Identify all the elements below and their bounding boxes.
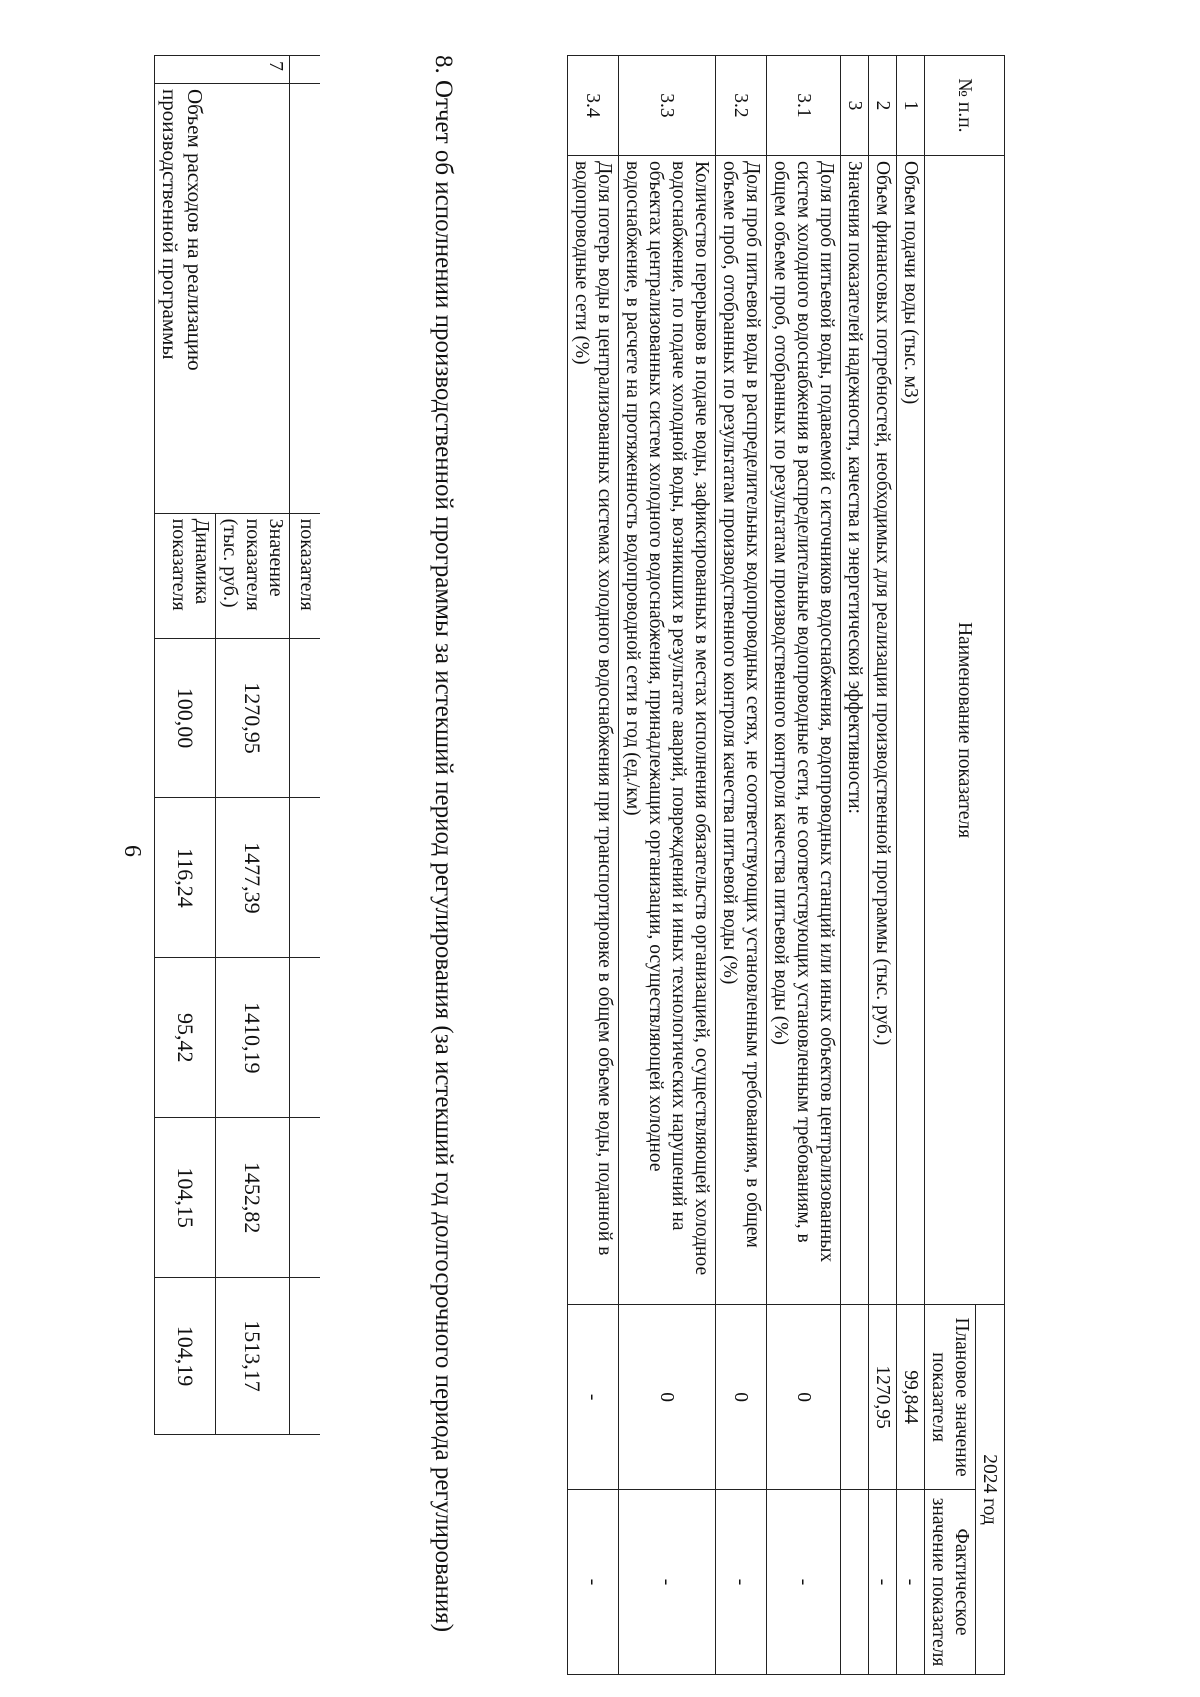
fact-value: - (716, 1490, 767, 1675)
row-number: 3.4 (568, 56, 619, 156)
plan-value: 0 (619, 1305, 716, 1490)
value-cell: 95,42 (155, 958, 216, 1118)
fact-value: - (767, 1490, 841, 1675)
fact-value: - (869, 1490, 897, 1675)
value-cell: 116,24 (155, 798, 216, 958)
value-cell: 104,15 (155, 1118, 216, 1278)
row-number: 3.2 (716, 56, 767, 156)
plan-value: 1270,95 (869, 1305, 897, 1490)
table-row (568, 56, 619, 1675)
fact-value: - (897, 1490, 925, 1675)
header-cell: показателя (290, 513, 321, 638)
row-name: Объем финансовых потребностей, необходимых для реализации производственной программы (тыс. руб.) (869, 155, 897, 1304)
section-heading: 8. Отчет об исполнении производственной программы за истекший период регулирования (за истекший год долгосрочного периода регулирования) (430, 55, 457, 1633)
header-name: Наименование показателя (925, 155, 1005, 1304)
fact-value (841, 1490, 869, 1675)
row-number: 3.1 (767, 56, 841, 156)
value-cell: 1477,39 (216, 798, 290, 958)
plan-value: 0 (716, 1305, 767, 1490)
expenses-table (154, 55, 320, 1435)
page-number: 6 (119, 845, 145, 857)
header-num: № п.п. (925, 56, 1005, 156)
header-year: 2024 год (976, 1305, 1005, 1675)
row-label: Объем расходов на реализацию производственной программы (155, 83, 290, 513)
value-cell: 1452,82 (216, 1118, 290, 1278)
row-number: 3.3 (619, 56, 716, 156)
header-plan: Плановое значение показателя (925, 1305, 976, 1490)
value-cell: 1410,19 (216, 958, 290, 1118)
plan-value: 0 (767, 1305, 841, 1490)
value-cell: 1513,17 (216, 1278, 290, 1435)
plan-value (841, 1305, 869, 1490)
table-row (216, 56, 290, 1435)
row-name: Объем подачи воды (тыс. м3) (897, 155, 925, 1304)
value-cell: 104,19 (155, 1278, 216, 1435)
plan-value: - (568, 1305, 619, 1490)
header-fact: Фактическое значение показателя (925, 1490, 976, 1675)
row-number: 3 (841, 56, 869, 156)
row-name: Количество перерывов в подаче воды, зафиксированных в местах исполнения обязательств организацией, осуществляющей холодное водоснабжение, по подаче холодной воды, возникших в результате аварий, повреждений и иных технологических нарушений на объектах централизованных систем холодного водоснабжения, принадлежащих организации, осуществляющей холодное водоснабжение, в расчете на протяженность водопроводной сети в год (ед./км) (619, 155, 716, 1304)
row-number: 7 (155, 56, 290, 84)
table-row (290, 56, 321, 1435)
row-name: Доля проб питьевой воды в распределительных водопроводных сетях, не соответствующих установленным требованиям, в общем объеме проб, отобранных по результатам производственного контроля качества питьевой воды (%) (716, 155, 767, 1304)
row-name: Доля проб питьевой воды, подаваемой с источников водоснабжения, водопроводных станций или иных объектов централизованных систем холодного водоснабжения в распределительные водопроводные сети, не соответствующих установленным требованиям, в общем объеме проб, отобранных по результатам производственного контроля качества питьевой воды (%) (767, 155, 841, 1304)
row-number: 1 (897, 56, 925, 156)
row-name: Значения показателей надежности, качества и энергетической эффективности: (841, 155, 869, 1304)
plan-value: 99,844 (897, 1305, 925, 1490)
table-row (841, 56, 869, 1675)
value-cell: 100,00 (155, 638, 216, 798)
row-number: 2 (869, 56, 897, 156)
program-report-table (567, 55, 1005, 1675)
value-cell: 1270,95 (216, 638, 290, 798)
table-header-row (976, 56, 1005, 1675)
fact-value: - (568, 1490, 619, 1675)
table-row (716, 56, 767, 1675)
fact-value: - (619, 1490, 716, 1675)
table-row (897, 56, 925, 1675)
table-row (619, 56, 716, 1675)
table-row (767, 56, 841, 1675)
row-name: Доля потерь воды в централизованных системах холодного водоснабжения при транспортировке в общем объеме воды, поданной в водопроводные сети (%) (568, 155, 619, 1304)
sub-row-label: Значение показателя (тыс. руб.) (216, 513, 290, 638)
sub-row-label: Динамика показателя (155, 513, 216, 638)
table-row (869, 56, 897, 1675)
